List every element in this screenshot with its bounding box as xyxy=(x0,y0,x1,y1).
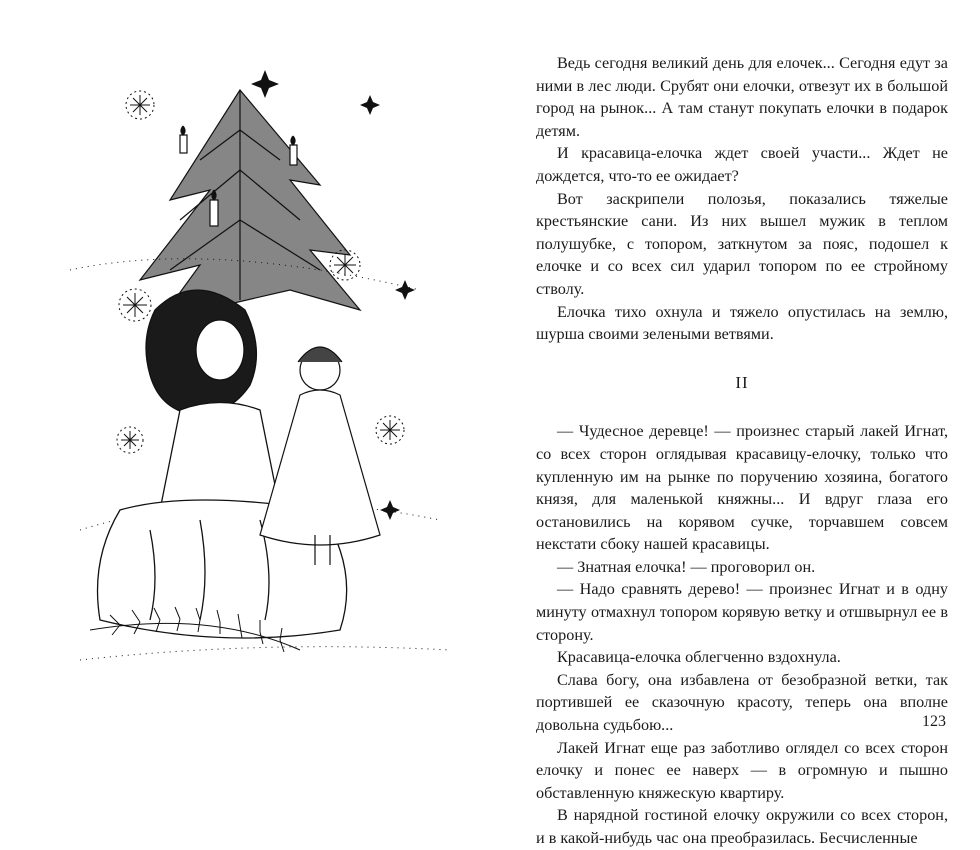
text-column xyxy=(536,52,948,850)
paragraph: Ведь сегодня великий день для елочек... Сегодня едут за ними в лес люди. Срубят они елочки, отвезут их в большой город на рынок... А там станут покупать елочки в подарок детям. xyxy=(536,54,948,140)
paragraph: В нарядной гостиной елочку окружили со всех сторон, и в какой-нибудь час она преобразилась. Бесчисленные xyxy=(536,806,948,847)
paragraph: — Надо сравнять дерево! — произнес Игнат и в одну минуту отмахнул топором корявую ветку и отшвырнул ее в сторону. xyxy=(536,580,948,644)
paragraph: Лакей Игнат еще раз заботливо оглядел со всех сторон елочку и понес ее наверх — в огромную и пышно обставленную княжескую квартиру. xyxy=(536,738,948,802)
illustration xyxy=(60,50,460,690)
paragraph: Вот заскрипели полозья, показались тяжелые крестьянские сани. Из них вышел мужик в теплом полушубке, с топором, заткнутом за пояс, подошел к елочке и со всех сил ударил топором по ее стройному стволу. xyxy=(536,189,948,298)
page-number: 123 xyxy=(922,713,946,730)
paragraph: — Знатная елочка! — проговорил он. xyxy=(557,557,816,576)
paragraph: — Чудесное деревце! — произнес старый лакей Игнат, со всех сторон оглядывая красавицу-елочку, только что купленную им на рынке по поручению хозяина, богатого князя, для маленькой княжны... И вдруг глаза его остановились на корявом сучке, торчавшем совсем некстати сбоку нашей красавицы. xyxy=(536,422,948,554)
illustration-drawing xyxy=(60,50,460,690)
doll-figure xyxy=(260,347,380,565)
section-heading: II xyxy=(735,372,749,392)
fir-branch-icon xyxy=(140,90,360,320)
paragraph: Красавица-елочка облегченно вздохнула. xyxy=(557,648,841,667)
paragraph: Слава богу, она избавлена от безобразной ветки, так портившей ее сказочную красоту, теперь она вполне довольна судьбою... xyxy=(536,670,948,735)
paragraph: Елочка тихо охнула и тяжело опустилась на землю, шурша своими зелеными ветвями. xyxy=(536,302,948,344)
paragraph: И красавица-елочка ждет своей участи... Ждет не дождется, что-то ее ожидает? xyxy=(536,144,948,185)
